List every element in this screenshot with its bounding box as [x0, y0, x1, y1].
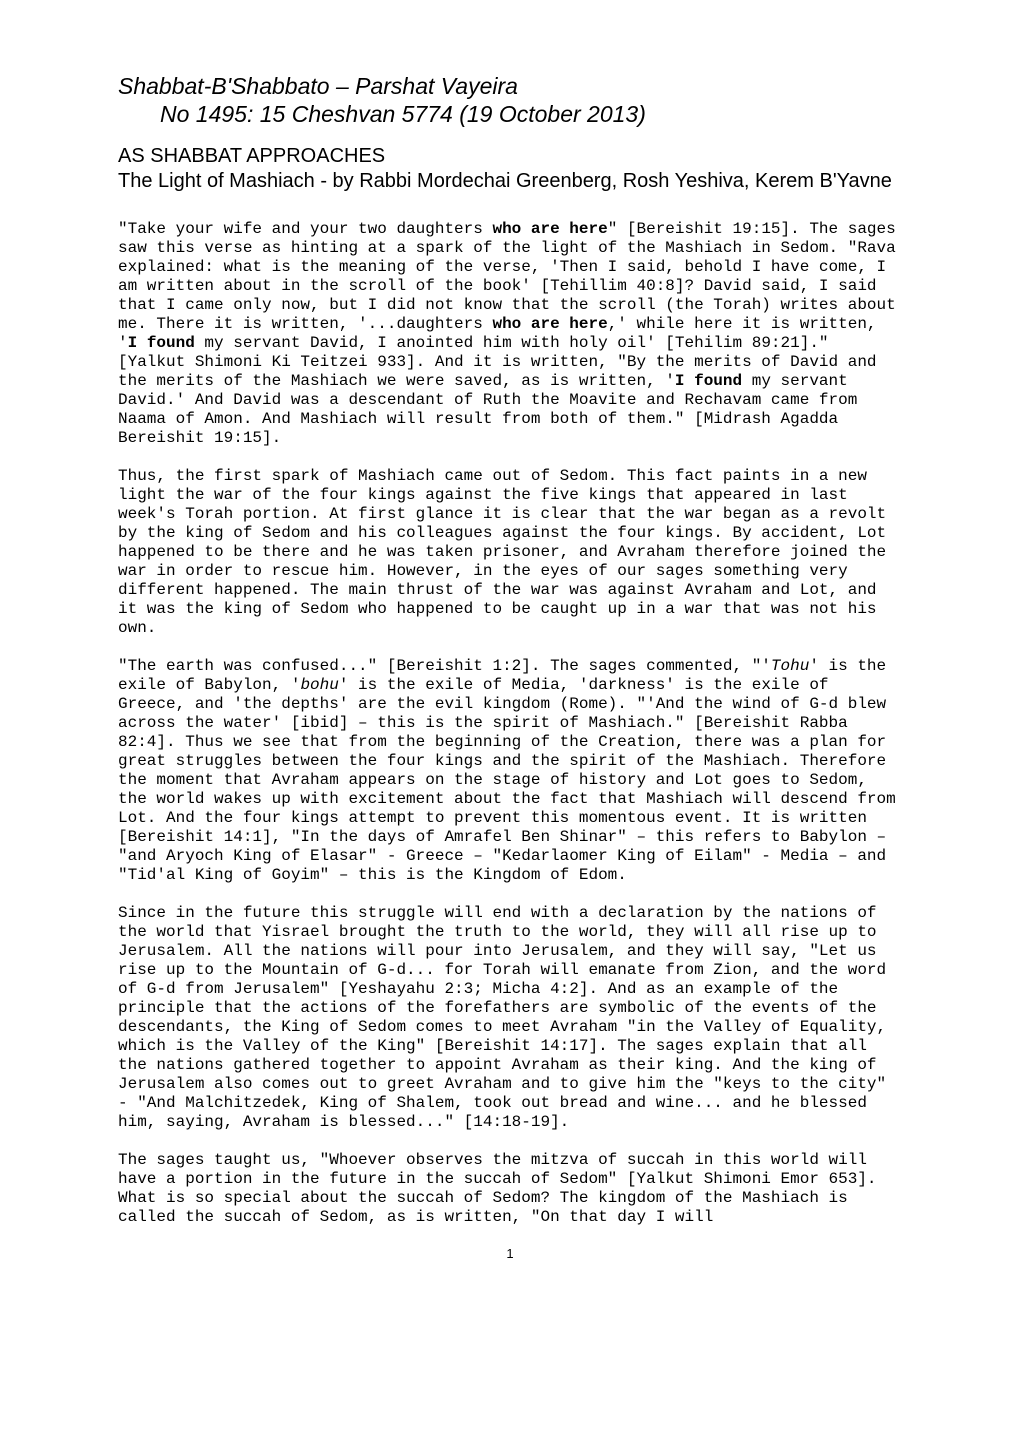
bold-run: I found: [674, 372, 743, 390]
paragraph: [118, 220, 902, 448]
text-run: my servant David, I anointed him with holy oil' [Tehilim 89:21]." [Yalkut Shimoni Ki Teitzei 933]. And it is written, "By the merits of David and the merits of the Mashiach we were saved, as is written, ': [118, 334, 877, 390]
bold-run: I found: [127, 334, 195, 352]
doc-title-line2: No 1495: 15 Cheshvan 5774 (19 October 2013): [160, 101, 646, 127]
article-body: [118, 220, 902, 1227]
section-heading: AS SHABBAT APPROACHES: [118, 145, 386, 167]
text-run: ,' while here it is written, ': [118, 315, 877, 352]
text-run: "The earth was confused..." [Bereishit 1:2]. The sages commented, "': [118, 657, 771, 675]
text-run: ' is the exile of Media, 'darkness' is the exile of Greece, and 'the depths' are the evil kingdom (Rome). "'And the wind of G-d blew across the water' [ibid] – this is the spirit of Mashiach." [Bereishit Rabba 82:4]. Thus we see that from the beginning of the Creation, there was a plan for great struggles between the four kings and the spirit of the Mashiach. Therefore the moment that Avraham appears on the stage of history and Lot goes to Sedom, the world wakes up with excitement about the fact that Mashiach will descend from Lot. And the four kings attempt to prevent this momentous event. It is written [Bereishit 14:1], "In the days of Amrafel Ben Shinar" – this refers to Babylon – "and Aryoch King of Elasar" - Greece – "Kedarlaomer King of Eilam" - Media – and "Tid'al King of Goyim" – this is the Kingdom of Edom.: [118, 676, 896, 884]
text-run: "Take your wife and your two daughters: [118, 220, 493, 238]
italic-run: Tohu: [770, 657, 810, 675]
bold-run: who are here: [492, 315, 608, 333]
paragraph: [118, 467, 902, 638]
page-number: 1: [506, 1246, 514, 1261]
section-subheading: The Light of Mashiach - by Rabbi Mordechai Greenberg, Rosh Yeshiva, Kerem B'Yavne: [118, 170, 892, 192]
paragraph: [118, 1151, 902, 1227]
paragraph: [118, 657, 902, 885]
text-run: The sages taught us, "Whoever observes the mitzva of succah in this world will have a portion in the future in the succah of Sedom" [Yalkut Shimoni Emor 653]. What is so special about the succah of Sedom? The kingdom of the Mashiach is called the succah of Sedom, as is written, "On that day I will: [118, 1151, 877, 1226]
text-run: ' is the exile of Babylon, ': [118, 657, 887, 694]
doc-title-line1: Shabbat-B'Shabbato – Parshat Vayeira: [118, 73, 518, 99]
text-run: " [Bereishit 19:15]. The sages saw this verse as hinting at a spark of the light of the Mashiach in Sedom. "Rava explained: what is the meaning of the verse, 'Then I said, behold I have come, I am written about in the scroll of the book' [Tehillim 40:8]? David said, I said that I came only now, but I did not know that the scroll (the Torah) writes about me. There it is written, '...daughters: [118, 220, 896, 333]
italic-run: bohu: [300, 676, 339, 694]
text-run: Thus, the first spark of Mashiach came out of Sedom. This fact paints in a new light the war of the four kings against the five kings that appeared in last week's Torah portion. At first glance it is clear that the war began as a revolt by the king of Sedom and his colleagues against the four kings. By accident, Lot happened to be there and he was taken prisoner, and Avraham therefore joined the war in order to rescue him. However, in the eyes of our sages something very different happened. The main thrust of the war was against Avraham and Lot, and it was the king of Sedom who happened to be caught up in a war that was not his own.: [118, 467, 887, 637]
text-run: my servant David.' And David was a descendant of Ruth the Moavite and Rechavam came from Naama of Amon. And Mashiach will result from both of them." [Midrash Agadda Bereishit 19:15].: [118, 372, 858, 447]
text-run: Since in the future this struggle will end with a declaration by the nations of the world that Yisrael brought the truth to the world, they will all rise up to Jerusalem. All the nations will pour into Jerusalem, and they will say, "Let us rise up to the Mountain of G-d... for Torah will emanate from Zion, and the word of G-d from Jerusalem" [Yeshayahu 2:3; Micha 4:2]. And as an example of the principle that the actions of the forefathers are symbolic of the events of the descendants, the King of Sedom comes to meet Avraham "in the Valley of Equality, which is the Valley of the King" [Bereishit 14:17]. The sages explain that all the nations gathered together to appoint Avraham as their king. And the king of Jerusalem also comes out to greet Avraham and to give him the "keys to the city" - "And Malchitzedek, King of Shalem, took out bread and wine... and he blessed him, saying, Avraham is blessed..." [14:18-19].: [118, 904, 887, 1131]
paragraph: [118, 904, 902, 1132]
doc-title: [118, 72, 902, 128]
bold-run: who are here: [492, 220, 608, 238]
